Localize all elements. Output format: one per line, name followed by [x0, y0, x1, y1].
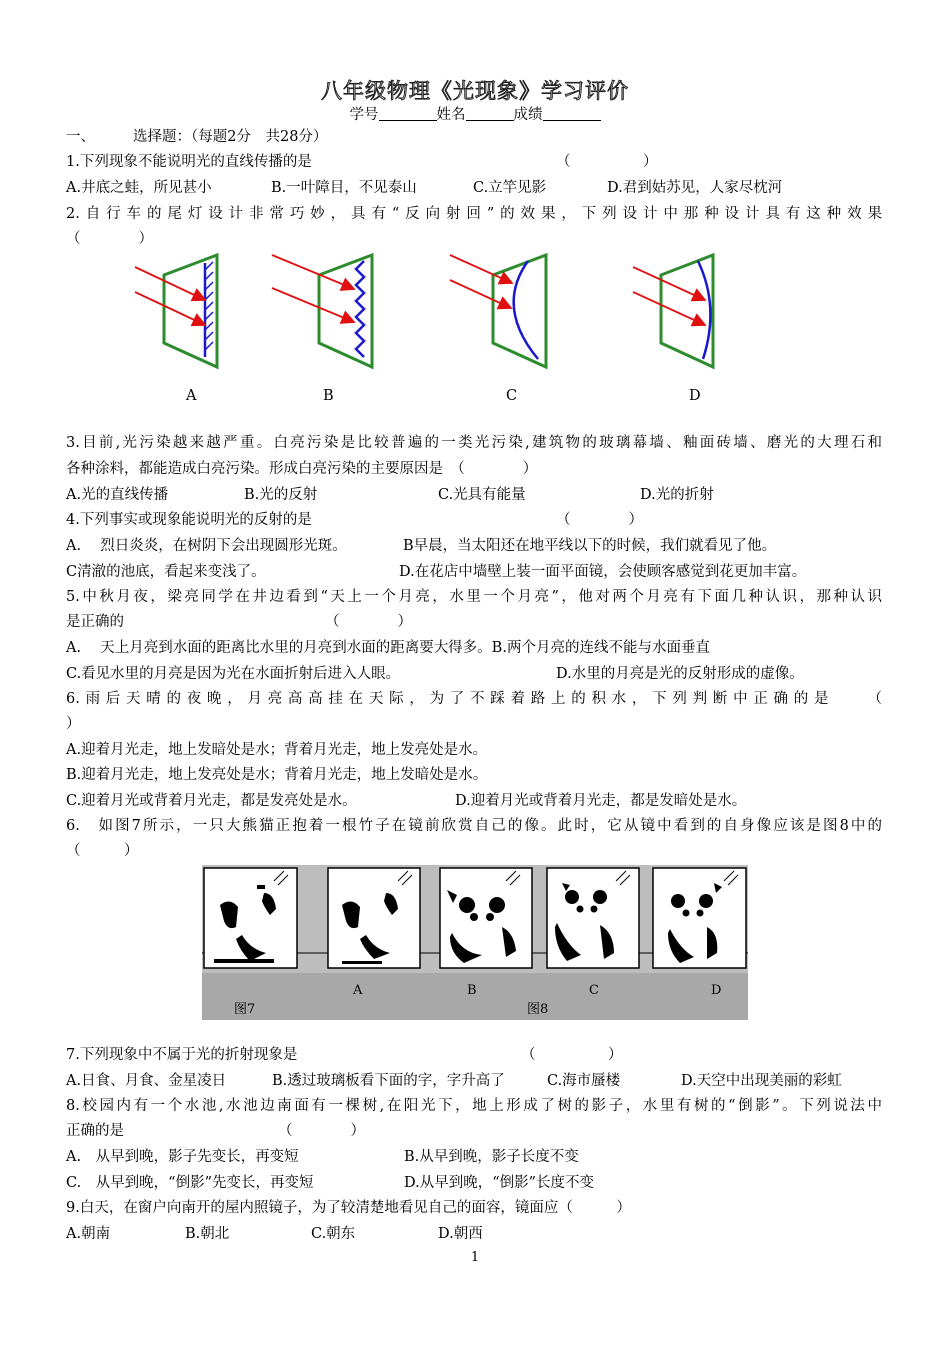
q2-label-a: A [186, 388, 197, 404]
panda-label-b: B [467, 983, 477, 998]
q1-stem: 1.下列现象不能说明光的直线传播的是 [66, 154, 312, 170]
name-blank[interactable] [466, 106, 514, 121]
q4-option-d: D.在花店中墙壁上装一面平面镜，会使顾客感觉到花更加丰富。 [399, 564, 807, 580]
page-title: 八年级物理《光现象》学习评价 [321, 79, 629, 103]
score-blank[interactable] [543, 106, 601, 121]
q6-stem-line1: 6.雨后天晴的夜晚，月亮高高挂在天际，为了不踩着路上的积水，下列判断中正确的是 （ [66, 691, 882, 707]
design-a [135, 255, 217, 367]
q5-option-d: D.水里的月亮是光的反射形成的虚像。 [556, 666, 804, 682]
name-label: 姓名 [436, 107, 466, 123]
q9-option-a: A.朝南 [66, 1226, 111, 1242]
q5-answer-paren[interactable]: （ ） [325, 614, 412, 630]
q2-stem: 2.自行车的尾灯设计非常巧妙，具有“反向射回”的效果，下列设计中那种设计具有这种效果 [66, 206, 882, 222]
q3-option-c: C.光具有能量 [438, 487, 526, 503]
q6-option-a: A.迎着月光走，地上发暗处是水；背着月光走，地上发亮处是水。 [66, 742, 488, 758]
q7-stem: 7.下列现象中不属于光的折射现象是 [66, 1047, 298, 1063]
q5-stem-line2: 是正确的 [66, 614, 124, 630]
q3-option-d: D.光的折射 [640, 487, 714, 503]
q5-stem-line1: 5.中秋月夜，梁亮同学在井边看到“天上一个月亮，水里一个月亮”，他对两个月亮有下面几种认识，那种认识 [66, 589, 882, 605]
q9-stem: 9.白天，在窗户向南开的屋内照镜子，为了较清楚地看见自己的面容，镜面应（ ） [66, 1200, 631, 1216]
q2-label-c: C [506, 388, 518, 404]
q8-stem-line1: 8.校园内有一个水池,水池边南面有一棵树,在阳光下，地上形成了树的影子，水里有树的“倒影”。下列说法中 [66, 1098, 882, 1114]
q8-answer-paren[interactable]: （ ） [278, 1123, 365, 1139]
id-blank[interactable] [379, 106, 437, 121]
design-d [633, 255, 713, 367]
q1-option-d: D.君到姑苏见，人家尽枕河 [607, 180, 783, 196]
q4-option-a: A. 烈日炎炎，在树阴下会出现圆形光斑。 [66, 538, 347, 554]
q8-option-d: D.从早到晚，“倒影”长度不变 [404, 1175, 595, 1191]
q8-option-c: C. 从早到晚，“倒影”先变长，再变短 [66, 1175, 314, 1191]
q9-option-b: B.朝北 [185, 1226, 230, 1242]
q7-option-c: C.海市蜃楼 [547, 1073, 621, 1089]
q6b-answer-paren[interactable]: （ ） [66, 843, 139, 859]
q7-answer-paren[interactable]: （ ） [521, 1047, 623, 1063]
q5-option-c: C.看见水里的月亮是因为光在水面折射后进入人眼。 [66, 666, 401, 682]
q3-option-a: A.光的直线传播 [66, 487, 169, 503]
design-b [272, 255, 372, 367]
q5-option-a-b: A. 天上月亮到水面的距离比水里的月亮到水面的距离要大得多。B.两个月亮的连线不能与水面垂直 [66, 640, 710, 656]
q6-stem-line2[interactable]: ） [66, 716, 81, 732]
q2-answer-paren[interactable]: （ ） [66, 231, 153, 247]
q8-stem-line2: 正确的是 [66, 1123, 124, 1139]
q1-option-c: C.立竿见影 [473, 180, 547, 196]
q1-answer-paren[interactable]: （ ） [556, 154, 658, 170]
q6-option-c: C.迎着月光或背着月光走，都是发亮处是水。 [66, 793, 357, 809]
q1-option-a: A.井底之蛙，所见甚小 [66, 180, 212, 196]
q7-option-d: D.天空中出现美丽的彩虹 [681, 1073, 842, 1089]
q7-option-b: B.透过玻璃板看下面的字，字升高了 [272, 1073, 505, 1089]
q8-option-b: B.从早到晚，影子长度不变 [404, 1149, 579, 1165]
q4-option-b: B早晨，当太阳还在地平线以下的时候，我们就看见了他。 [403, 538, 777, 554]
q4-stem: 4.下列事实或现象能说明光的反射的是 [66, 512, 312, 528]
id-label: 学号 [349, 107, 379, 123]
taillight-diagram [120, 245, 740, 415]
q8-option-a: A. 从早到晚，影子先变长，再变短 [66, 1149, 299, 1165]
q9-option-d: D.朝西 [438, 1226, 483, 1242]
panda-label-a: A [353, 983, 363, 998]
student-info-line [0, 103, 950, 124]
panda-label-d: D [711, 983, 722, 998]
panda-label-c: C [589, 983, 599, 998]
fig8-caption: 图8 [527, 1002, 549, 1017]
q3-stem-line1: 3.目前,光污染越来越严重。白亮污染是比较普遍的一类光污染,建筑物的玻璃幕墙、釉面砖墙、磨光的大理石和 [66, 435, 882, 451]
q9-option-c: C.朝东 [311, 1226, 356, 1242]
q6b-stem-line1: 6. 如图7所示，一只大熊猫正抱着一根竹子在镜前欣赏自己的像。此时，它从镜中看到的自身像应该是图8中的 [66, 818, 882, 834]
score-label: 成绩 [513, 107, 543, 123]
q2-label-d: D [689, 388, 701, 404]
q3-stem-line2: 各种涂料，都能造成白亮污染。形成白亮污染的主要原因是 （ ） [66, 461, 538, 477]
design-c [450, 255, 546, 367]
q4-answer-paren[interactable]: （ ） [556, 512, 643, 528]
q6-option-b: B.迎着月光走，地上发亮处是水；背着月光走，地上发暗处是水。 [66, 767, 488, 783]
q4-option-c: C清澈的池底，看起来变浅了。 [66, 564, 266, 580]
fig7-caption: 图7 [234, 1002, 256, 1017]
q3-option-b: B.光的反射 [244, 487, 318, 503]
section-heading: 一、 选择题：（每题2分 共28分） [66, 129, 328, 145]
page-number: 1 [470, 1250, 480, 1265]
q2-label-b: B [323, 388, 334, 404]
q7-option-a: A.日食、月食、金星凌日 [66, 1073, 227, 1089]
q6-option-d: D.迎着月光或背着月光走，都是发暗处是水。 [455, 793, 747, 809]
q1-option-b: B.一叶障目，不见泰山 [271, 180, 417, 196]
